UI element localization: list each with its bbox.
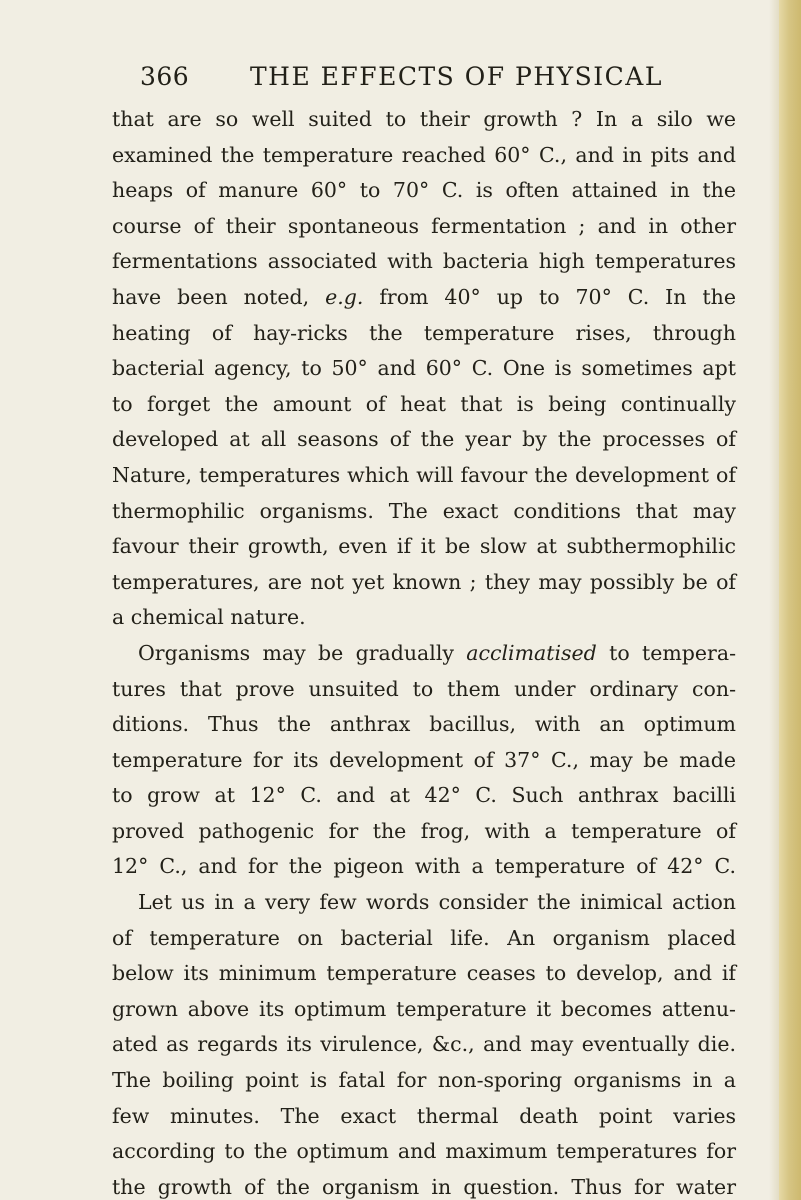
text-segment: from 40° up to 70° C. In the: [363, 284, 736, 309]
text-line: heating of hay-ricks the temperature rises, through: [112, 320, 736, 345]
text-line: that are so well suited to their growth ? In a silo we: [112, 107, 736, 131]
text-line: temperatures, are not yet known ; they may possibly be of: [112, 569, 736, 594]
text-line: bacterial agency, to 50° and 60° C. One is sometimes apt: [112, 356, 736, 381]
page-edge: [779, 0, 801, 1200]
text-segment: to tempera-: [596, 640, 737, 665]
text-line: to grow at 12° C. and at 42° C. Such anthrax bacilli: [112, 783, 736, 808]
text-line: grown above its optimum temperature it becomes attenu-: [112, 996, 736, 1021]
text-line: Let us in a very few words consider the inimical action: [138, 890, 736, 915]
text-line: [112, 280, 736, 316]
text-line: a chemical nature.: [112, 605, 306, 630]
text-line: ated as regards its virulence, &c., and may eventually die.: [112, 1032, 736, 1057]
text-line: 12° C., and for the pigeon with a temperature of 42° C.: [112, 854, 736, 879]
text-line: thermophilic organisms. The exact conditions that may: [112, 498, 736, 523]
text-line: course of their spontaneous fermentation ; and in other: [112, 213, 736, 238]
text-line: of temperature on bacterial life. An organism placed: [112, 925, 736, 950]
text-line: [112, 636, 736, 672]
text-line: Nature, temperatures which will favour the development of: [112, 462, 736, 487]
text-line: ditions. Thus the anthrax bacillus, with an optimum: [112, 712, 736, 737]
text-segment: have been noted,: [112, 284, 326, 309]
text-line: temperature for its development of 37° C., may be made: [112, 747, 736, 772]
text-segment: Organisms may be gradually: [138, 640, 467, 665]
text-line: developed at all seasons of the year by the processes of: [112, 427, 736, 452]
text-line: examined the temperature reached 60° C., and in pits and: [112, 142, 736, 167]
text-line: proved pathogenic for the frog, with a temperature of: [112, 818, 736, 843]
text-line: below its minimum temperature ceases to develop, and if: [112, 961, 736, 986]
italic-abbreviation: e.g.: [325, 284, 364, 309]
text-line: the growth of the organism in question. Thus for water: [112, 1174, 736, 1199]
text-line: few minutes. The exact thermal death point varies: [112, 1103, 736, 1128]
text-line: according to the optimum and maximum temperatures for: [112, 1139, 736, 1164]
page-number: 366: [140, 62, 190, 91]
page-header: [140, 62, 720, 102]
text-line: tures that prove unsuited to them under ordinary con-: [112, 676, 736, 701]
text-line: The boiling point is fatal for non-sporing organisms in a: [112, 1068, 736, 1093]
text-line: heaps of manure 60° to 70° C. is often attained in the: [112, 178, 736, 203]
text-line: favour their growth, even if it be slow at subthermophilic: [112, 534, 736, 559]
body-text: [112, 102, 736, 1200]
text-line: to forget the amount of heat that is being continually: [112, 391, 736, 416]
italic-term: acclimatised: [466, 640, 597, 665]
page-edge-shadow: [769, 0, 779, 1200]
text-line: fermentations associated with bacteria high temperatures: [112, 249, 736, 274]
running-title: THE EFFECTS OF PHYSICAL: [250, 62, 663, 91]
